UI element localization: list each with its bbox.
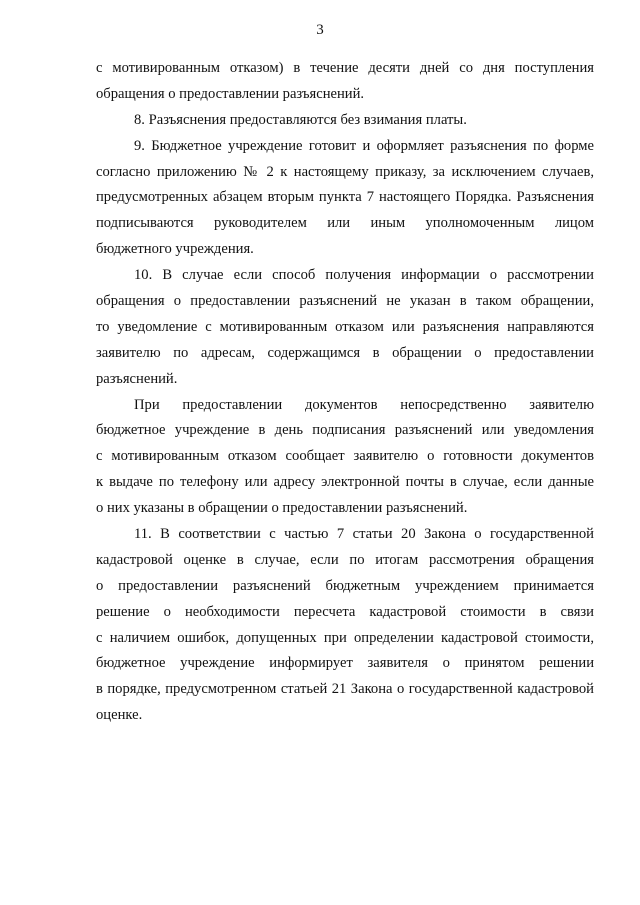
text-line: разъяснений. bbox=[96, 370, 178, 387]
text-line: с мотивированным отказом сообщает заявителю о готовности документов bbox=[96, 448, 594, 465]
text-line: 8. Разъяснения предоставляются без взимания платы. bbox=[134, 111, 467, 128]
text-line: о предоставлении разъяснений бюджетным учреждением принимается bbox=[96, 577, 594, 594]
document-body bbox=[96, 56, 594, 729]
text-line: При предоставлении документов непосредственно заявителю bbox=[134, 396, 594, 413]
text-line: 10. В случае если способ получения информации о рассмотрении bbox=[134, 267, 594, 284]
text-line: бюджетное учреждение информирует заявителя о принятом решении bbox=[96, 655, 594, 672]
text-line: 11. В соответствии с частью 7 статьи 20 Закона о государственной bbox=[134, 526, 594, 543]
text-line: бюджетного учреждения. bbox=[96, 241, 254, 258]
text-line: бюджетное учреждение в день подписания разъяснений или уведомления bbox=[96, 422, 594, 439]
text-line: 9. Бюджетное учреждение готовит и оформляет разъяснения по форме bbox=[134, 137, 594, 154]
paragraph-item-8 bbox=[96, 108, 594, 134]
page-number: 3 bbox=[316, 22, 324, 38]
text-line: обращения о предоставлении разъяснений. bbox=[96, 85, 365, 102]
paragraph-item-9 bbox=[96, 134, 594, 263]
text-line: кадастровой оценке в случае, если по итогам рассмотрения обращения bbox=[96, 551, 594, 568]
paragraph-continuation bbox=[96, 56, 594, 108]
text-line: к выдаче по телефону или адресу электронной почты в случае, если данные bbox=[96, 474, 594, 491]
paragraph-item-10 bbox=[96, 263, 594, 392]
paragraph-item-10-part-2 bbox=[96, 393, 594, 522]
text-line: с наличием ошибок, допущенных при определении кадастровой стоимости, bbox=[96, 629, 594, 646]
text-line: обращения о предоставлении разъяснений не указан в таком обращении, bbox=[96, 293, 594, 310]
text-line: о них указаны в обращении о предоставлении разъяснений. bbox=[96, 500, 468, 517]
text-line: решение о необходимости пересчета кадастровой стоимости в связи bbox=[96, 603, 594, 620]
text-line: то уведомление с мотивированным отказом или разъяснения направляются bbox=[96, 318, 594, 335]
text-line: подписываются руководителем или иным уполномоченным лицом bbox=[96, 215, 594, 232]
text-line: оценке. bbox=[96, 707, 143, 724]
text-line: с мотивированным отказом) в течение десяти дней со дня поступления bbox=[96, 60, 594, 76]
text-line: согласно приложению № 2 к настоящему приказу, за исключением случаев, bbox=[96, 163, 594, 180]
text-line: заявителю по адресам, содержащимся в обращении о предоставлении bbox=[96, 344, 594, 361]
paragraph-item-11 bbox=[96, 522, 594, 729]
text-line: в порядке, предусмотренном статьей 21 Закона о государственной кадастровой bbox=[96, 681, 594, 698]
text-line: предусмотренных абзацем вторым пункта 7 настоящего Порядка. Разъяснения bbox=[96, 189, 594, 206]
